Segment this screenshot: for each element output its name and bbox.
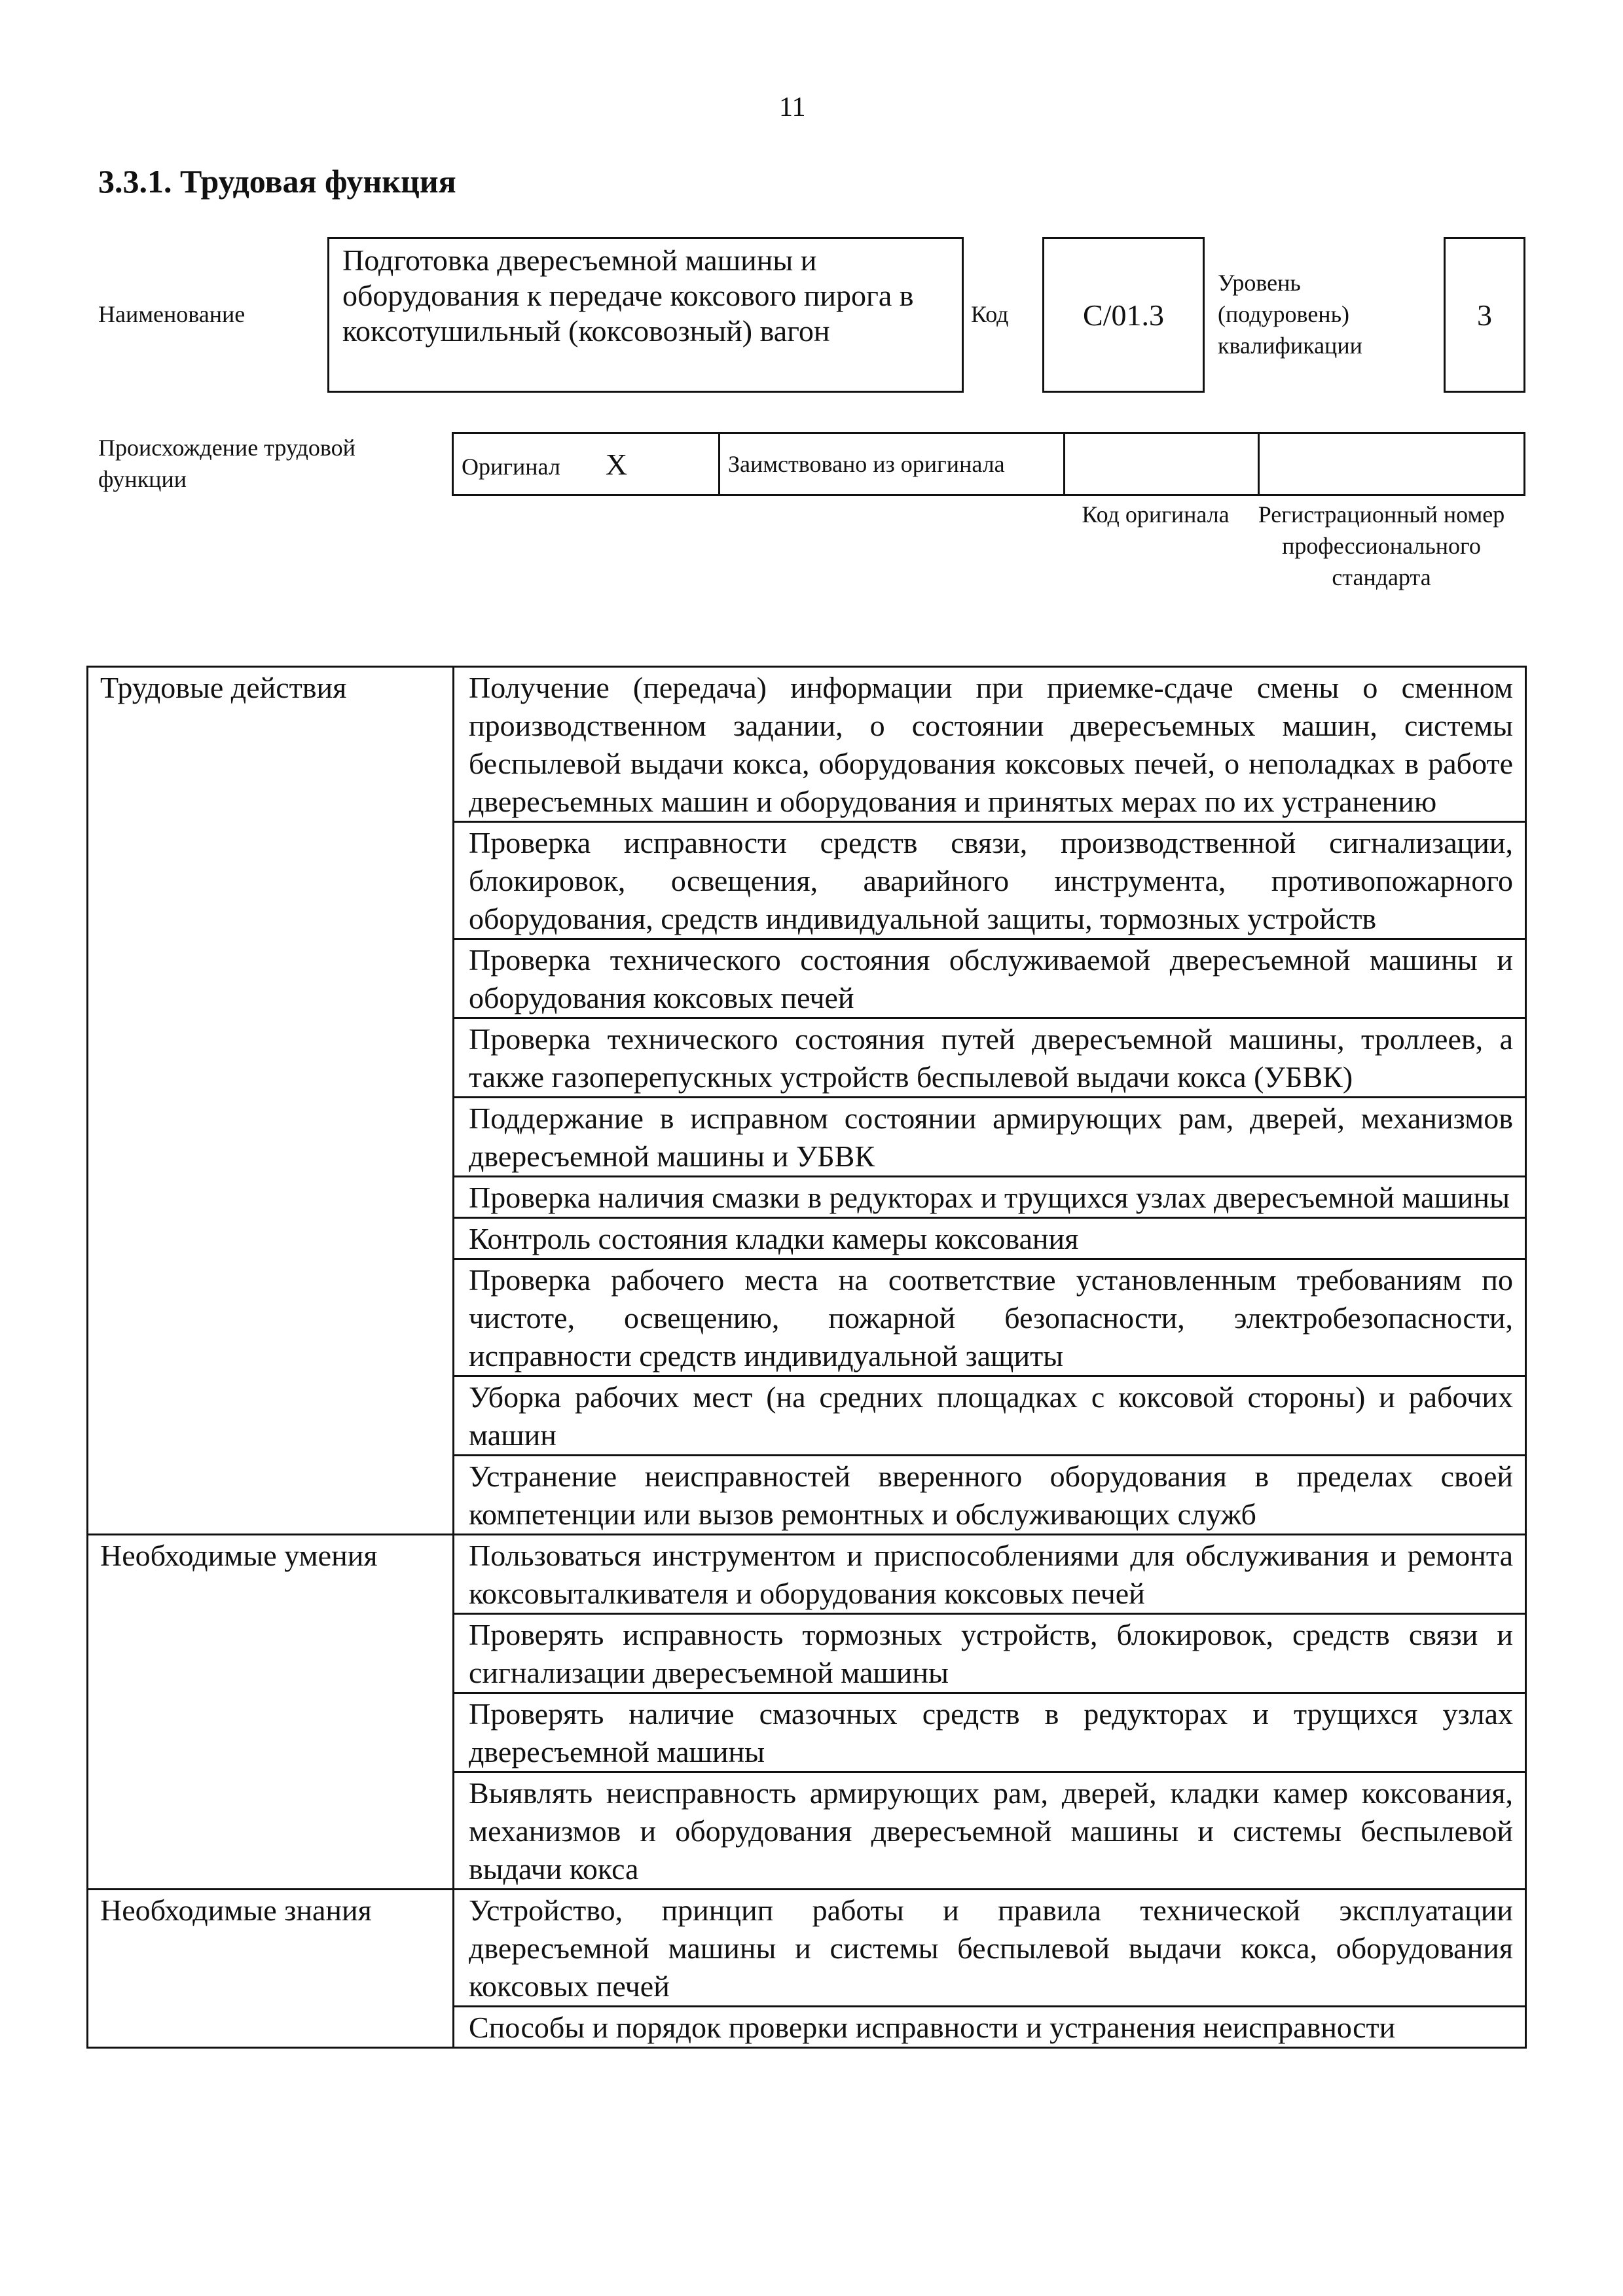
code-label: Код	[971, 301, 1009, 327]
section-item: Уборка рабочих мест (на средних площадках с коксовой стороны) и рабочих машин	[454, 1376, 1526, 1456]
section-item: Устранение неисправностей вверенного оборудования в пределах своей компетенции или вызов ремонтных и обслуживающих служб	[454, 1456, 1526, 1535]
name-label: Наименование	[98, 301, 246, 327]
origin-label: Происхождение трудовой функции	[98, 435, 356, 492]
origin-original-cell	[453, 433, 720, 495]
section-title-cell: Необходимые знания	[88, 1890, 454, 2048]
level-label: Уровень (подуровень) квалификации	[1218, 270, 1362, 359]
section-item: Проверка рабочего места на соответствие установленным требованиям по чистоте, освещению, пожарной безопасности, электробезопасности, исправности средств индивидуальной защиты	[454, 1259, 1526, 1376]
reg-number-caption: Регистрационный номер профессионального стандарта	[1258, 501, 1505, 590]
section-item: Контроль состояния кладки камеры коксования	[454, 1218, 1526, 1259]
function-name-field: Подготовка двересъемной машины и оборудования к передаче коксового пирога в коксотушильный (коксовозный) вагон	[327, 237, 964, 393]
section-item: Способы и порядок проверки исправности и устранения неисправности	[454, 2007, 1526, 2048]
code-original-cell	[1065, 433, 1259, 495]
code-field: C/01.3	[1042, 237, 1205, 393]
code-original-caption: Код оригинала	[1082, 501, 1230, 528]
section-item: Проверять исправность тормозных устройств, блокировок, средств связи и сигнализации двересъемной машины	[454, 1614, 1526, 1693]
origin-table	[452, 432, 1525, 496]
section-item: Проверка наличия смазки в редукторах и трущихся узлах двересъемной машины	[454, 1177, 1526, 1218]
section-title-cell: Трудовые действия	[88, 667, 454, 1535]
section-item: Проверка исправности средств связи, производственной сигнализации, блокировок, освещения, аварийного инструмента, противопожарного оборудования, средств индивидуальной защиты, тормозных устройств	[454, 822, 1526, 939]
page-number: 11	[779, 92, 806, 122]
level-field: 3	[1444, 237, 1525, 393]
section-item: Выявлять неисправность армирующих рам, дверей, кладки камер коксования, механизмов и оборудования двересъемной машины и системы беспылевой выдачи кокса	[454, 1772, 1526, 1890]
section-item: Пользоваться инструментом и приспособлениями для обслуживания и ремонта коксовыталкивателя и оборудования коксовых печей	[454, 1535, 1526, 1614]
function-details-table	[86, 666, 1527, 2049]
section-title: 3.3.1. Трудовая функция	[98, 163, 456, 200]
section-item: Получение (передача) информации при приемке-сдаче смены о сменном производственном задании, о состоянии двересъемных машин, системы беспылевой выдачи кокса, оборудования коксовых печей, о неполадках в работе двересъемных машин и оборудования и принятых мерах по их устранению	[454, 667, 1526, 822]
section-title-cell: Необходимые умения	[88, 1535, 454, 1890]
table-row	[88, 667, 1526, 822]
reg-number-cell	[1259, 433, 1525, 495]
section-item: Проверять наличие смазочных средств в редукторах и трущихся узлах двересъемной машины	[454, 1693, 1526, 1772]
table-row	[88, 1535, 1526, 1614]
section-item: Проверка технического состояния обслуживаемой двересъемной машины и оборудования коксовых печей	[454, 939, 1526, 1018]
borrowed-label: Заимствовано из оригинала	[720, 433, 1065, 495]
section-item: Поддержание в исправном состоянии армирующих рам, дверей, механизмов двересъемной машины и УБВК	[454, 1098, 1526, 1177]
section-item: Проверка технического состояния путей двересъемной машины, троллеев, а также газоперепускных устройств беспылевой выдачи кокса (УБВК)	[454, 1018, 1526, 1098]
original-label: Оригинал	[462, 453, 560, 480]
original-mark: X	[605, 447, 628, 481]
section-item: Устройство, принцип работы и правила технической эксплуатации двересъемной машины и системы беспылевой выдачи кокса, оборудования коксовых печей	[454, 1890, 1526, 2007]
table-row	[88, 1890, 1526, 2007]
